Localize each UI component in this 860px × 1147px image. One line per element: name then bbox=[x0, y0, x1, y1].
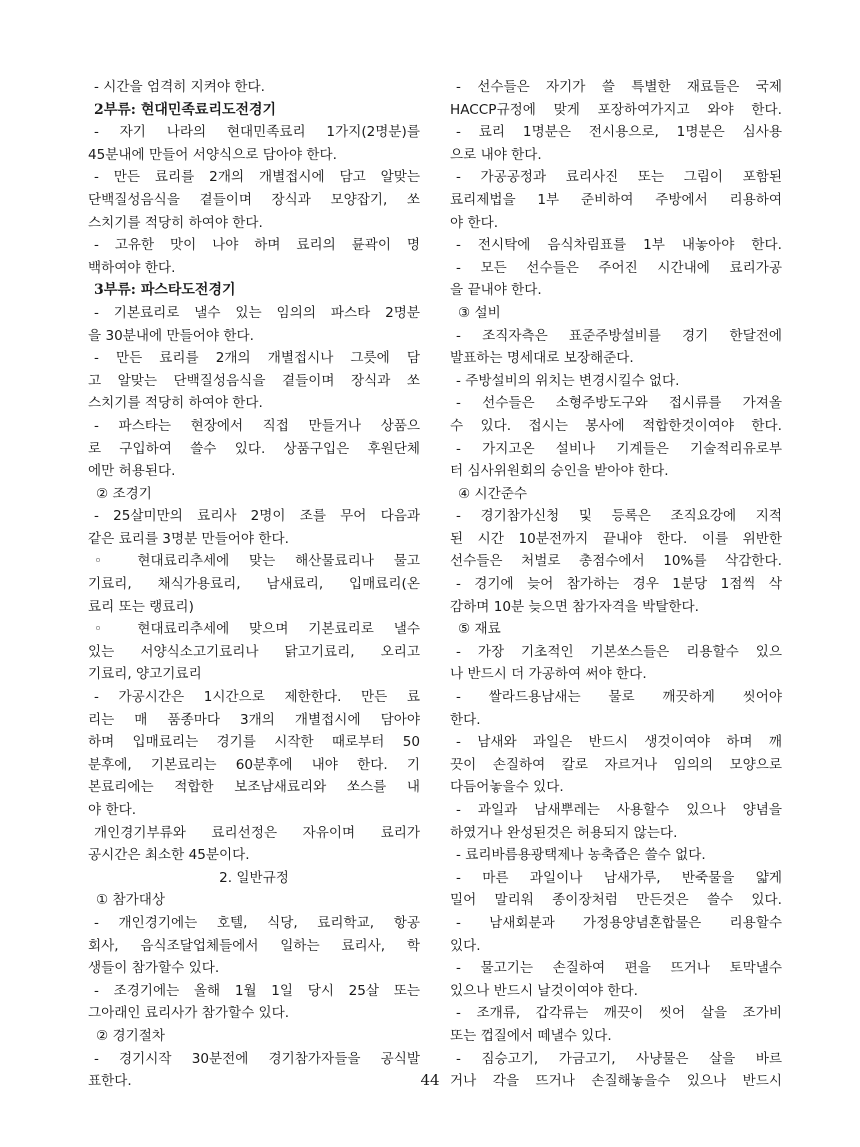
chapter-heading: 2. 일반규정 bbox=[219, 869, 289, 886]
text-line: 있는 서양식소고기료리나 닭고기료리, 오리고 bbox=[88, 643, 420, 660]
text-line: 회사, 음식조달업체들에서 일하는 료리사, 학 bbox=[88, 937, 420, 954]
right-text-column bbox=[450, 76, 782, 1093]
text-line: 료리제법을 1부 준비하여 주방에서 리용하여 bbox=[450, 191, 782, 208]
subsection-heading: ② 경기절차 bbox=[96, 1027, 166, 1044]
text-line: - 기본료리로 낼수 있는 임의의 파스타 2명분 bbox=[94, 304, 420, 321]
text-line: - 선수들은 자기가 쓸 특별한 재료들은 국제 bbox=[456, 79, 782, 95]
text-line: - 주방설비의 위치는 변경시킬수 없다. bbox=[456, 372, 680, 389]
text-line: 표한다. bbox=[88, 1073, 132, 1090]
subsection-heading: ④ 시간준수 bbox=[458, 485, 528, 502]
section-heading: 2부류: 현대민족료리도전경기 bbox=[94, 101, 277, 118]
text-line: - 과일과 남새뿌레는 사용할수 있으나 양념을 bbox=[456, 802, 782, 818]
text-line: ◦ 현대료리추세에 맞는 해산물료리나 물고 bbox=[94, 553, 420, 570]
text-line: 45분내에 만들어 서양식으로 담아야 한다. bbox=[88, 146, 338, 163]
text-line: - 가장 기초적인 기본쏘스들은 리용할수 있으 bbox=[456, 643, 782, 660]
text-line: 스치기를 적당히 하여야 한다. bbox=[88, 395, 263, 412]
subsection-heading: ② 조경기 bbox=[96, 485, 152, 502]
text-line: 을 30분내에 만들어야 한다. bbox=[88, 327, 254, 344]
page-number: 44 bbox=[420, 1071, 440, 1089]
subsection-heading: ① 참가대상 bbox=[96, 892, 166, 909]
text-line: 생들이 참가할수 있다. bbox=[88, 960, 220, 977]
text-line: - 물고기는 손질하여 편을 뜨거나 토막낼수 bbox=[456, 960, 782, 977]
text-line: 스치기를 적당히 하여야 한다. bbox=[88, 214, 263, 231]
text-line: 하였거나 완성된것은 허용되지 않는다. bbox=[450, 824, 678, 841]
text-line: 야 한다. bbox=[88, 802, 137, 818]
text-line: - 가공시간은 1시간으로 제한한다. 만든 료 bbox=[94, 689, 420, 706]
text-line: - 마른 과일이나 남새가루, 반죽물을 얇게 bbox=[456, 869, 782, 886]
text-line: - 료리 1명분은 전시용으로, 1명분은 심사용 bbox=[456, 124, 782, 141]
text-line: - 시간을 엄격히 지켜야 한다. bbox=[94, 79, 265, 95]
text-line: 개인경기부류와 료리선정은 자유이며 료리가 bbox=[94, 824, 420, 841]
text-line: - 전시탁에 음식차림표를 1부 내놓아야 한다. bbox=[456, 237, 782, 254]
text-line: 된 시간 10분전까지 끝내야 한다. 이를 위반한 bbox=[450, 530, 782, 547]
text-line: 거나 각을 뜨거나 손질해놓을수 있으나 반드시 bbox=[450, 1073, 782, 1090]
text-line: - 선수들은 소형주방도구와 접시류를 가져올 bbox=[456, 395, 782, 412]
text-line: - 모든 선수들은 주어진 시간내에 료리가공 bbox=[456, 259, 782, 276]
text-line: 같은 료리를 3명분 만들어야 한다. bbox=[88, 530, 289, 547]
text-line: - 고유한 맛이 나야 하며 료리의 륜곽이 명 bbox=[94, 237, 420, 254]
text-line: - 개인경기에는 호텔, 식당, 료리학교, 항공 bbox=[94, 914, 420, 931]
text-line: 한다. bbox=[450, 711, 481, 728]
text-line: 또는 껍질에서 떼낼수 있다. bbox=[450, 1027, 612, 1044]
text-line: 공시간은 최소한 45분이다. bbox=[88, 847, 250, 864]
text-line: HACCP규정에 맞게 포장하여가지고 와야 한다. bbox=[450, 101, 782, 118]
text-line: - 조개류, 갑각류는 깨끗이 씻어 살을 조가비 bbox=[456, 1005, 782, 1022]
text-line: - 25살미만의 료리사 2명이 조를 무어 다음과 bbox=[94, 508, 420, 525]
text-line: - 남새와 과일은 반드시 생것이여야 하며 깨 bbox=[456, 734, 782, 751]
text-line: 으로 내야 한다. bbox=[450, 146, 542, 163]
text-line: 야 한다. bbox=[450, 214, 499, 231]
text-line: - 쌀라드용남새는 물로 깨끗하게 씻어야 bbox=[456, 689, 782, 706]
text-line: 단백질성음식을 곁들이며 장식과 모양잡기, 쏘 bbox=[88, 191, 420, 208]
text-line: - 료리바름용광택제나 농축즙은 쓸수 없다. bbox=[456, 847, 706, 864]
text-line: - 남새회분과 가정용양념혼합물은 리용할수 bbox=[456, 914, 782, 931]
section-heading: 3부류: 파스타도전경기 bbox=[94, 282, 236, 299]
text-line: 다듬어놓을수 있다. bbox=[450, 779, 564, 796]
text-line: 고 알맞는 단백질성음식을 곁들이며 장식과 쏘 bbox=[88, 372, 420, 389]
text-line: 있으나 반드시 날것이여야 한다. bbox=[450, 982, 638, 999]
text-line: - 조경기에는 올해 1월 1일 당시 25살 또는 bbox=[94, 982, 420, 999]
text-line: - 경기시작 30분전에 경기참가자들을 공식발 bbox=[94, 1050, 420, 1067]
text-line: - 만든 료리를 2개의 개별접시에 담고 알맞는 bbox=[94, 169, 420, 186]
left-text-column bbox=[88, 76, 420, 1093]
text-line: - 경기에 늦어 참가하는 경우 1분당 1점씩 삭 bbox=[456, 576, 782, 593]
text-line: 기료리, 채식가용료리, 남새료리, 입매료리(온 bbox=[88, 576, 420, 593]
text-line: - 자기 나라의 현대민족료리 1가지(2명분)를 bbox=[94, 124, 420, 141]
text-line: - 짐승고기, 가금고기, 사냥물은 살을 바르 bbox=[456, 1050, 782, 1067]
text-line: 나 반드시 더 가공하여 써야 한다. bbox=[450, 666, 647, 683]
text-line: 선수들은 처벌로 총점수에서 10%를 삭감한다. bbox=[450, 553, 782, 570]
text-line: 있다. bbox=[450, 937, 481, 954]
subsection-heading: ③ 설비 bbox=[458, 304, 501, 321]
text-line: 을 끝내야 한다. bbox=[450, 282, 542, 299]
text-line: - 가공공정과 료리사진 또는 그림이 포함된 bbox=[456, 169, 782, 186]
text-line: 에만 허용된다. bbox=[88, 463, 176, 480]
text-line: 밀어 말리워 종이장처럼 만든것은 쓸수 있다. bbox=[450, 892, 782, 909]
text-line: - 만든 료리를 2개의 개별접시나 그릇에 담 bbox=[94, 350, 420, 367]
text-line: 터 심사위원회의 승인을 받아야 한다. bbox=[450, 463, 669, 480]
text-line: 기료리, 양고기료리 bbox=[88, 666, 202, 683]
text-line: ◦ 현대료리추세에 맞으며 기본료리로 낼수 bbox=[94, 621, 420, 638]
text-line: - 파스타는 현장에서 직접 만들거나 상품으 bbox=[94, 417, 420, 434]
text-line: 끗이 손질하여 칼로 자르거나 임의의 모양으로 bbox=[450, 756, 782, 773]
text-line: 료리 또는 랭료리) bbox=[88, 598, 194, 615]
text-line: 로 구입하여 쓸수 있다. 상품구입은 후원단체 bbox=[88, 440, 420, 457]
text-line: 감하며 10분 늦으면 참가자격을 박탈한다. bbox=[450, 598, 700, 615]
text-line: - 조직자측은 표준주방설비를 경기 한달전에 bbox=[456, 327, 782, 344]
text-line: 발표하는 명세대로 보장해준다. bbox=[450, 350, 634, 367]
text-line: - 가지고온 설비나 기계들은 기술적리유로부 bbox=[456, 440, 782, 457]
text-line: 본료리에는 적합한 보조남새료리와 쏘스를 내 bbox=[88, 779, 420, 796]
text-line: 리는 매 품종마다 3개의 개별접시에 담아야 bbox=[88, 711, 420, 728]
text-line: 분후에, 기본료리는 60분후에 내야 한다. 기 bbox=[88, 756, 420, 773]
text-line: 그아래인 료리사가 참가할수 있다. bbox=[88, 1005, 290, 1022]
text-line: - 경기참가신청 및 등록은 조직요강에 지적 bbox=[456, 508, 782, 525]
text-line: 수 있다. 접시는 봉사에 적합한것이여야 한다. bbox=[450, 417, 782, 434]
text-line: 백하여야 한다. bbox=[88, 259, 176, 276]
subsection-heading: ⑤ 재료 bbox=[458, 621, 501, 638]
text-line: 하며 입매료리는 경기를 시작한 때로부터 50 bbox=[88, 734, 420, 751]
